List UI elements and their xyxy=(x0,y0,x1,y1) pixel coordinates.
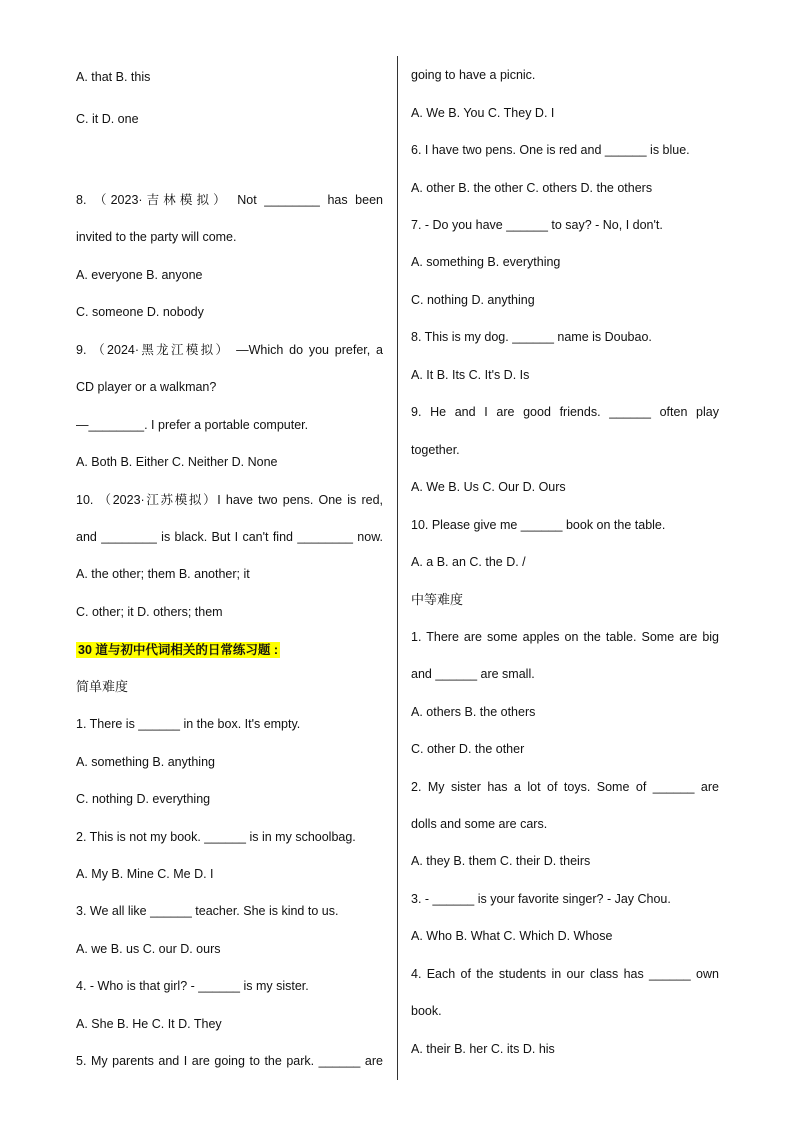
section-heading: 简单难度 xyxy=(76,679,129,694)
text-line: A. others B. the others xyxy=(411,705,536,719)
text-line: 5. My parents and I are going to the park. ______ are xyxy=(76,1054,383,1068)
section-heading: 中等难度 xyxy=(411,592,464,607)
text-line: A. everyone B. anyone xyxy=(76,268,203,282)
text-line: 8. （2023·吉林模拟） Not ________ has been xyxy=(76,193,383,207)
text-line: C. nothing D. everything xyxy=(76,792,211,806)
text-line: 3. - ______ is your favorite singer? - Jay Chou. xyxy=(411,892,671,906)
text-line: 4. - Who is that girl? - ______ is my sister. xyxy=(76,979,309,993)
text-line: and ________ is black. But I can't find ________ now. xyxy=(76,530,383,544)
text-line: 10. Please give me ______ book on the table. xyxy=(411,518,666,532)
text-line: A. a B. an C. the D. / xyxy=(411,555,526,569)
text-line: 1. There are some apples on the table. Some are big xyxy=(411,630,719,644)
text-line: A. we B. us C. our D. ours xyxy=(76,942,221,956)
text-line: C. other D. the other xyxy=(411,742,525,756)
text-line: A. My B. Mine C. Me D. I xyxy=(76,867,214,881)
text-line: A. their B. her C. its D. his xyxy=(411,1042,555,1056)
text-line: 4. Each of the students in our class has ______ own xyxy=(411,967,719,981)
text-line: 2. My sister has a lot of toys. Some of ______ are xyxy=(411,780,719,794)
highlighted-title xyxy=(76,642,383,658)
text-line: A. Who B. What C. Which D. Whose xyxy=(411,929,613,943)
text-line: 2. This is not my book. ______ is in my schoolbag. xyxy=(76,830,356,844)
text-line: A. they B. them C. their D. theirs xyxy=(411,854,591,868)
text-line: 3. We all like ______ teacher. She is kind to us. xyxy=(76,904,339,918)
text-line: A. She B. He C. It D. They xyxy=(76,1017,222,1031)
text-line: A. other B. the other C. others D. the others xyxy=(411,181,653,195)
text-line: A. the other; them B. another; it xyxy=(76,567,250,581)
text-line: going to have a picnic. xyxy=(411,68,536,82)
text-line: 10. （2023·江苏模拟）I have two pens. One is red, xyxy=(76,493,383,507)
text-line: together. xyxy=(411,443,460,457)
text-line: 9. He and I are good friends. ______ often play xyxy=(411,405,719,419)
text-line: C. it D. one xyxy=(76,112,139,126)
text-line: 9. （2024·黑龙江模拟） —Which do you prefer, a xyxy=(76,343,383,357)
text-line: A. We B. Us C. Our D. Ours xyxy=(411,480,566,494)
text-line: CD player or a walkman? xyxy=(76,380,217,394)
text-line: book. xyxy=(411,1004,442,1018)
text-line: invited to the party will come. xyxy=(76,230,237,244)
column-divider xyxy=(397,56,398,1080)
text-line: A. It B. Its C. It's D. Is xyxy=(411,368,530,382)
text-line: C. someone D. nobody xyxy=(76,305,204,319)
text-line: A. We B. You C. They D. I xyxy=(411,106,555,120)
text-line: A. something B. everything xyxy=(411,255,561,269)
text-line: 6. I have two pens. One is red and ______ is blue. xyxy=(411,143,690,157)
text-line: C. other; it D. others; them xyxy=(76,605,223,619)
text-line: dolls and some are cars. xyxy=(411,817,548,831)
text-line: A. Both B. Either C. Neither D. None xyxy=(76,455,278,469)
text-line: and ______ are small. xyxy=(411,667,535,681)
text-line: —________. I prefer a portable computer. xyxy=(76,418,309,432)
text-line: A. something B. anything xyxy=(76,755,215,769)
highlighted-text: 30 道与初中代词相关的日常练习题 : xyxy=(78,643,279,657)
text-line: 1. There is ______ in the box. It's empty. xyxy=(76,717,301,731)
text-line: A. that B. this xyxy=(76,70,151,84)
text-line: 8. This is my dog. ______ name is Doubao. xyxy=(411,330,652,344)
text-line: C. nothing D. anything xyxy=(411,293,535,307)
text-line: 7. - Do you have ______ to say? - No, I don't. xyxy=(411,218,663,232)
